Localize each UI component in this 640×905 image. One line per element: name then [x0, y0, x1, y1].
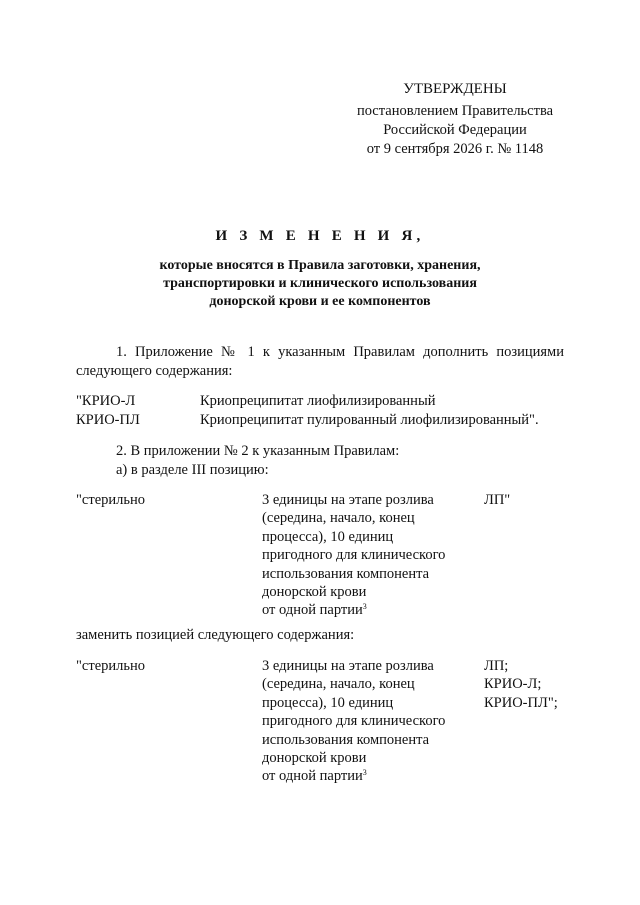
cell-sampling: [262, 657, 472, 786]
approval-line-1: постановлением Правительства: [356, 103, 554, 119]
title-sub-line-3: донорской крови и ее компонентов: [209, 294, 431, 309]
row-name: Криопреципитат пулированный лиофилизированный".: [200, 412, 539, 428]
sampling-text: от одной партии: [262, 602, 363, 619]
sampling-line: пригодного для клинического: [262, 547, 446, 564]
replace-text: заменить позицией следующего содержания:: [76, 627, 355, 643]
sampling-line: донорской крови: [262, 750, 367, 767]
item-2-text: 2. В приложении № 2 к указанным Правилам:: [116, 443, 400, 459]
sampling-line: 3 единицы на этапе розлива: [262, 658, 434, 674]
item-1-text: 1. Приложение № 1 к указанным Правилам дополнить позициями следующего содержания:: [76, 344, 564, 379]
cell-components: [484, 657, 584, 712]
sampling-line: использования компонента: [262, 731, 430, 748]
sampling-line: процесса), 10 единиц: [262, 528, 394, 545]
sampling-line: донорской крови: [262, 584, 367, 601]
component-code: ЛП": [484, 492, 511, 508]
sampling-line: пригодного для клинического: [262, 713, 446, 730]
approval-stamp: [330, 80, 580, 159]
row-code: КРИО-ПЛ: [76, 412, 140, 428]
sampling-line: 3 единицы на этапе розлива: [262, 492, 434, 508]
sampling-line-last: [262, 767, 472, 785]
title-main: И З М Е Н Е Н И Я,: [215, 228, 425, 244]
component-code: ЛП;: [484, 658, 509, 674]
approval-line-2: Российской Федерации: [383, 122, 527, 138]
sampling-line: (середина, начало, конец: [262, 676, 415, 693]
cell-property: "стерильно: [76, 492, 145, 508]
footnote-marker: 3: [362, 768, 367, 778]
title-sub-line-2: транспортировки и клинического использования: [163, 276, 477, 291]
document-title: [80, 228, 560, 311]
approval-heading: УТВЕРЖДЕНЫ: [403, 81, 507, 97]
item-2-sub-a: а) в разделе III позицию:: [116, 462, 269, 478]
cell-components: [484, 491, 584, 509]
sampling-line: использования компонента: [262, 565, 430, 582]
cell-sampling: [262, 491, 472, 620]
footnote-marker: 3: [362, 602, 367, 612]
sampling-line-last: [262, 601, 472, 619]
cell-property: "стерильно: [76, 658, 145, 674]
component-code: КРИО-ПЛ";: [484, 694, 558, 711]
row-name: Криопреципитат лиофилизированный: [200, 393, 436, 409]
row-code: "КРИО-Л: [76, 393, 136, 409]
component-code: КРИО-Л;: [484, 676, 542, 693]
approval-line-3: от 9 сентября 2026 г. № 1148: [366, 141, 544, 157]
title-sub-line-1: которые вносятся в Правила заготовки, хранения,: [159, 258, 481, 273]
sampling-line: процесса), 10 единиц: [262, 694, 394, 711]
sampling-line: (середина, начало, конец: [262, 510, 415, 527]
sampling-text: от одной партии: [262, 768, 363, 785]
